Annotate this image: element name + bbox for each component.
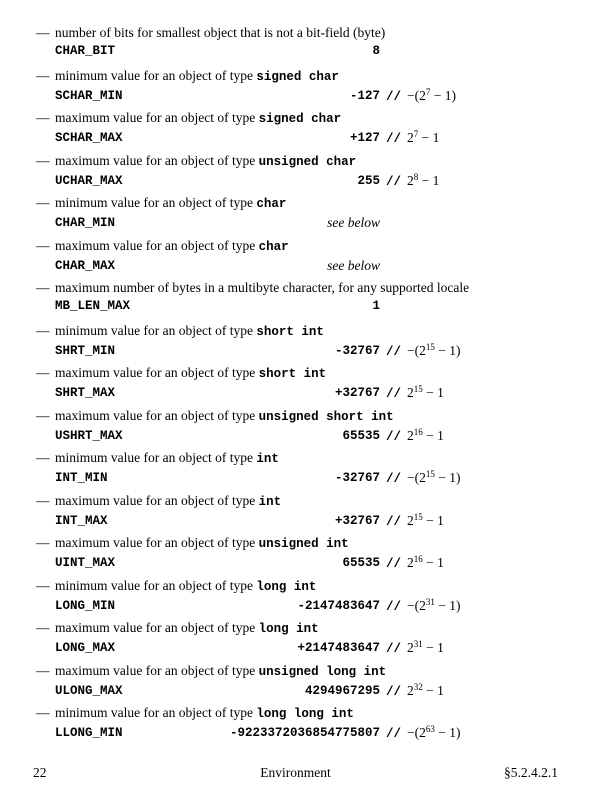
limit-entry [36, 619, 576, 662]
limit-value-row [36, 256, 576, 276]
dash-bullet: — [36, 662, 50, 678]
limit-entry [36, 279, 576, 322]
dash-bullet: — [36, 577, 50, 593]
description-text: maximum value for an object of type [55, 620, 256, 635]
macro-name: LONG_MAX [55, 641, 116, 655]
comment-tail: − 1 [418, 130, 440, 145]
comment-exponent: 15 [425, 469, 435, 479]
comment-exponent: 16 [413, 554, 423, 564]
comment-base: 2 [407, 512, 414, 528]
power-comment [386, 723, 460, 744]
comment-base: 2 [419, 597, 426, 613]
limit-description [36, 67, 576, 86]
comment-slashes: // [386, 174, 402, 189]
macro-value: -2147483647 [297, 598, 380, 613]
power-comment [386, 171, 439, 192]
comment-slashes: // [386, 684, 402, 699]
dash-bullet: — [36, 237, 50, 253]
macro-name: CHAR_MIN [55, 216, 116, 230]
comment-base: 2 [419, 342, 426, 358]
limit-description [36, 619, 576, 638]
description-text: maximum value for an object of type [55, 662, 256, 678]
type-name: short int [258, 367, 327, 381]
comment-sign: −( [407, 597, 420, 613]
power-comment [386, 468, 460, 489]
limit-value-row [36, 296, 576, 316]
macro-name: SCHAR_MIN [55, 88, 123, 103]
limit-value-row [36, 596, 576, 616]
dash-bullet: — [36, 620, 50, 635]
macro-name: USHRT_MAX [55, 428, 123, 443]
power-comment [386, 596, 460, 617]
limit-entry [36, 662, 576, 705]
comment-slashes: // [386, 89, 402, 104]
macro-name: MB_LEN_MAX [55, 299, 131, 313]
comment-slashes: // [386, 642, 402, 656]
limit-value-row [36, 681, 576, 701]
type-name: int [256, 452, 279, 466]
dash-bullet: — [36, 365, 50, 380]
section-reference: §5.2.4.2.1 [504, 765, 558, 780]
comment-tail: − 1 [418, 172, 440, 188]
description-text: minimum value for an object of type [55, 67, 253, 83]
comment-exponent: 16 [413, 426, 423, 437]
limits-list [36, 24, 576, 747]
limit-entry [36, 449, 576, 492]
comment-base: 2 [407, 385, 414, 400]
macro-value: 65535 [342, 428, 380, 443]
macro-value: +32767 [334, 386, 380, 400]
comment-tail: − 1 [422, 640, 444, 655]
description-text: minimum value for an object of type [55, 577, 253, 593]
type-name: long int [258, 622, 319, 636]
comment-tail: − 1 [422, 555, 444, 570]
comment-exponent: 15 [413, 384, 423, 394]
comment-base: 2 [407, 172, 414, 188]
limit-description [36, 534, 576, 553]
limit-value-row [36, 426, 576, 446]
macro-name: ULONG_MAX [55, 683, 123, 698]
macro-name: SHRT_MAX [55, 386, 116, 400]
comment-tail: − 1) [430, 87, 456, 103]
power-comment [386, 341, 460, 362]
power-comment [386, 553, 444, 574]
limit-value-row [36, 171, 576, 191]
see-below-note: see below [327, 257, 380, 273]
type-name: signed char [258, 112, 342, 126]
comment-exponent: 15 [413, 511, 423, 522]
comment-slashes: // [386, 429, 402, 444]
description-text: number of bits for smallest object that is not a bit-field (byte) [55, 25, 386, 40]
macro-name: SCHAR_MAX [55, 131, 123, 145]
limit-entry [36, 322, 576, 365]
limit-value-row [36, 128, 576, 148]
comment-tail: − 1 [422, 385, 444, 400]
see-below-note: see below [327, 215, 380, 230]
comment-exponent: 32 [413, 681, 423, 692]
comment-base: 2 [407, 427, 414, 443]
macro-value: -32767 [334, 343, 380, 358]
limit-description [36, 152, 576, 171]
macro-value: -127 [349, 88, 380, 103]
limit-entry [36, 364, 576, 407]
power-comment [386, 638, 444, 659]
description-text: maximum value for an object of type [55, 535, 256, 550]
macro-name: CHAR_MAX [55, 258, 116, 273]
limit-entry [36, 577, 576, 620]
limit-description [36, 577, 576, 596]
comment-tail: − 1 [422, 512, 444, 528]
dash-bullet: — [36, 535, 50, 550]
limit-value-row [36, 553, 576, 573]
type-name: long long int [256, 707, 354, 721]
type-name: signed char [256, 69, 339, 84]
description-text: minimum value for an object of type [55, 195, 253, 210]
comment-slashes: // [386, 727, 402, 741]
comment-slashes: // [386, 557, 402, 571]
description-text: maximum value for an object of type [55, 152, 256, 168]
limit-description [36, 109, 576, 128]
description-text: minimum value for an object of type [55, 705, 253, 720]
type-name: char [256, 197, 287, 211]
description-text: maximum value for an object of type [55, 110, 256, 125]
dash-bullet: — [36, 195, 50, 210]
dash-bullet: — [36, 280, 50, 295]
type-name: unsigned long int [258, 664, 387, 679]
description-text: maximum value for an object of type [55, 492, 256, 508]
description-text: minimum value for an object of type [55, 322, 253, 338]
limit-value-row [36, 86, 576, 106]
limit-value-row [36, 341, 576, 361]
comment-sign: −( [407, 87, 420, 103]
limit-value-row [36, 723, 576, 743]
macro-value: +32767 [334, 513, 380, 528]
comment-exponent: 7 [413, 129, 419, 139]
limit-description [36, 704, 576, 723]
power-comment [386, 511, 444, 532]
limit-value-row [36, 468, 576, 488]
comment-base: 2 [407, 555, 414, 570]
comment-tail: − 1) [434, 342, 461, 358]
type-name: int [258, 494, 282, 509]
type-name: unsigned short int [258, 409, 394, 424]
limit-description [36, 322, 576, 341]
comment-sign: −( [407, 725, 420, 740]
limit-description [36, 364, 576, 383]
comment-exponent: 63 [425, 724, 435, 734]
macro-name: CHAR_BIT [55, 44, 116, 58]
limit-value-row [36, 511, 576, 531]
type-name: unsigned int [258, 537, 349, 551]
macro-value: 1 [372, 299, 380, 313]
macro-value: 8 [372, 44, 380, 58]
dash-bullet: — [36, 25, 50, 40]
comment-slashes: // [386, 599, 402, 614]
limit-description [36, 492, 576, 511]
macro-value: 255 [357, 173, 380, 188]
comment-exponent: 15 [425, 341, 435, 352]
macro-name: INT_MIN [55, 471, 108, 485]
description-text: maximum value for an object of type [55, 237, 256, 253]
macro-value: 4294967295 [304, 683, 380, 698]
limit-entry [36, 109, 576, 152]
power-comment [386, 681, 444, 702]
type-name: char [258, 239, 289, 254]
comment-slashes: // [386, 472, 402, 486]
comment-tail: − 1) [434, 725, 461, 740]
limit-entry [36, 407, 576, 450]
limit-entry [36, 152, 576, 195]
macro-value: 65535 [342, 556, 380, 570]
comment-tail: − 1 [422, 682, 444, 698]
description-text: maximum value for an object of type [55, 365, 256, 380]
limit-description [36, 407, 576, 426]
comment-tail: − 1) [434, 470, 461, 485]
comment-base: 2 [419, 87, 426, 103]
limit-value-row [36, 638, 576, 658]
limit-entry [36, 492, 576, 535]
macro-name: LLONG_MIN [55, 726, 123, 740]
description-text: maximum value for an object of type [55, 407, 256, 423]
comment-exponent: 7 [425, 86, 431, 97]
limit-description [36, 24, 576, 41]
limit-entry [36, 24, 576, 67]
comment-sign: −( [407, 342, 420, 358]
comment-exponent: 31 [413, 639, 423, 649]
limit-entry [36, 67, 576, 110]
power-comment [386, 426, 444, 447]
limit-value-row [36, 383, 576, 403]
dash-bullet: — [36, 705, 50, 720]
dash-bullet: — [36, 407, 50, 423]
dash-bullet: — [36, 152, 50, 168]
macro-name: SHRT_MIN [55, 343, 116, 358]
macro-name: LONG_MIN [55, 598, 116, 613]
power-comment [386, 86, 456, 107]
comment-sign: −( [407, 470, 420, 485]
macro-name: INT_MAX [55, 513, 108, 528]
limit-value-row [36, 41, 576, 61]
comment-base: 2 [419, 725, 426, 740]
description-text: maximum number of bytes in a multibyte character, for any supported locale [55, 280, 470, 295]
dash-bullet: — [36, 450, 50, 465]
page-footer [33, 764, 558, 782]
dash-bullet: — [36, 492, 50, 508]
limit-description [36, 449, 576, 468]
limit-value-row [36, 213, 576, 233]
power-comment [386, 383, 444, 404]
comment-exponent: 31 [425, 596, 435, 607]
power-comment [386, 128, 439, 149]
limit-entry [36, 194, 576, 237]
type-name: long int [256, 579, 317, 594]
comment-slashes: // [386, 132, 402, 146]
limit-description [36, 237, 576, 256]
comment-base: 2 [407, 640, 414, 655]
type-name: unsigned char [258, 154, 357, 169]
comment-base: 2 [407, 682, 414, 698]
macro-name: UINT_MAX [55, 556, 116, 570]
dash-bullet: — [36, 322, 50, 338]
dash-bullet: — [36, 110, 50, 125]
limit-entry [36, 704, 576, 747]
limit-entry [36, 534, 576, 577]
macro-value: +2147483647 [297, 641, 380, 655]
comment-tail: − 1) [434, 597, 461, 613]
macro-value: -32767 [334, 471, 380, 485]
limit-description [36, 279, 576, 296]
description-text: minimum value for an object of type [55, 450, 253, 465]
running-head: Environment [260, 765, 331, 780]
page-number: 22 [33, 765, 47, 780]
limit-description [36, 662, 576, 681]
dash-bullet: — [36, 67, 50, 83]
limit-description [36, 194, 576, 213]
macro-value: -9223372036854775807 [229, 726, 380, 740]
comment-base: 2 [419, 470, 426, 485]
type-name: short int [256, 324, 324, 339]
comment-slashes: // [386, 387, 402, 401]
macro-value: +127 [349, 131, 380, 145]
comment-slashes: // [386, 344, 402, 359]
comment-slashes: // [386, 514, 402, 529]
comment-tail: − 1 [422, 427, 444, 443]
macro-name: UCHAR_MAX [55, 173, 123, 188]
comment-base: 2 [407, 130, 414, 145]
limit-entry [36, 237, 576, 280]
comment-exponent: 8 [413, 171, 419, 182]
